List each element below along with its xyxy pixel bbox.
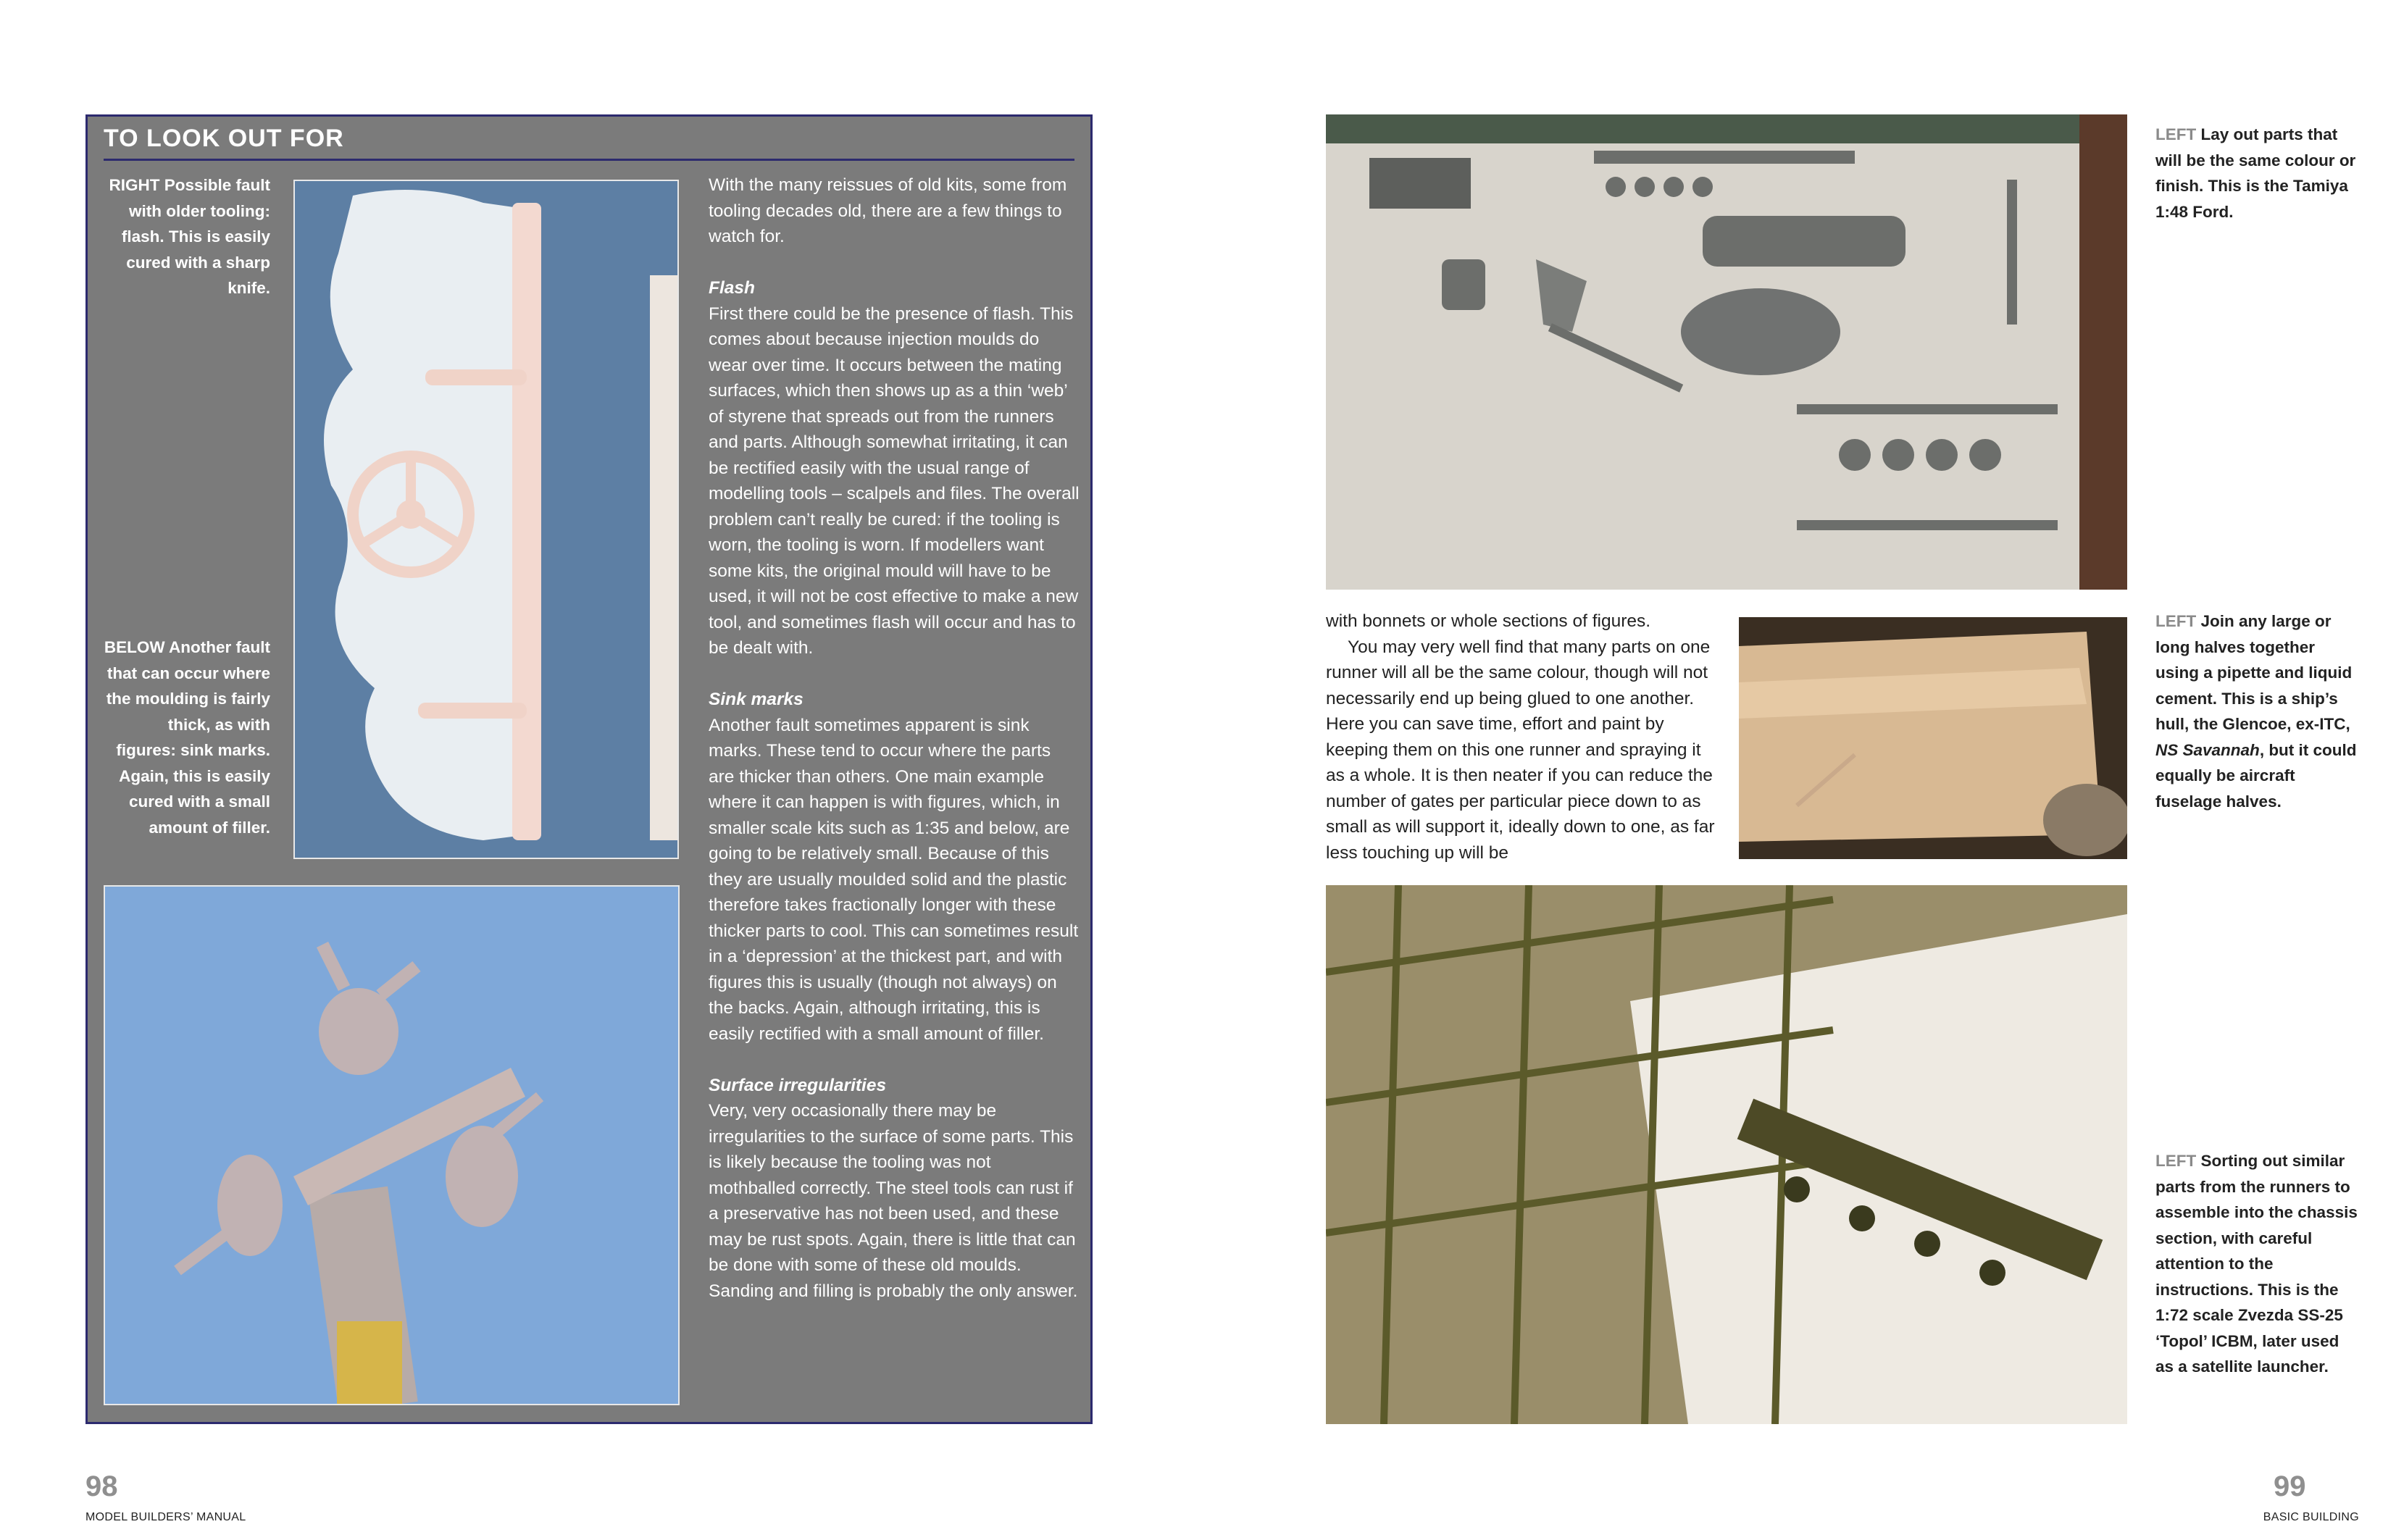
ford-parts-photo: [1326, 114, 2127, 590]
surface-heading: Surface irregularities: [709, 1075, 887, 1095]
flash-text: First there could be the presence of flash. This comes about because injection moulds do wear over time. It occurs between the mating surfaces, which then shows up as a thin ‘web’ of styrene that spreads out from the runners and parts. Although somewhat irritating, it can be rectified easily with the usual range of modelling tools – scalpels and files. The overall problem can’t really be cured: if the tooling is worn, the tooling is worn. If modellers want some kits, the original mould will have to be used, it will not be cost effective to make a new tool, and sometimes flash will occur and has to be dealt with.: [709, 304, 1080, 658]
sink-marks-heading: Sink marks: [709, 690, 803, 709]
right-body-text: [1326, 608, 1717, 866]
topol-chassis-illustration: [1326, 885, 2127, 1424]
right-body-line1: with bonnets or whole sections of figures.: [1326, 611, 1651, 631]
ship-hull-photo: [1739, 617, 2127, 859]
caption-text: Possible fault with older tooling: flash. This is easily cured with a sharp knife.: [121, 176, 270, 297]
page-number-left: 98: [85, 1470, 118, 1502]
topol-chassis-photo: [1326, 885, 2127, 1424]
caption-lead: LEFT: [2155, 1152, 2197, 1170]
box-title-rule: [104, 159, 1074, 161]
surface-text: Very, very occasionally there may be irregularities to the surface of some parts. This is likely because the tooling was not mothballed correctly. The steel tools can rust if a preservative has not been used, and these may be rust spots. Again, there is little that can be done with some of these old moulds. Sanding and filling is probably the only answer.: [709, 1101, 1078, 1301]
caption-below-photo: [104, 635, 270, 840]
box-intro: With the many reissues of old kits, some from tooling decades old, there are a few things to watch for.: [709, 175, 1067, 246]
running-footer-left: MODEL BUILDERS’ MANUAL: [85, 1511, 246, 1523]
page-number-right: 99: [2274, 1470, 2306, 1502]
caption-lead: LEFT: [2155, 125, 2197, 143]
caption-text: Another fault that can occur where the moulding is fairly thick, as with figures: sink marks. Again, this is easily cured with a small amount of filler.: [106, 638, 270, 837]
caption-lead: RIGHT: [109, 176, 160, 194]
flash-photo: [293, 180, 679, 859]
box-body-text: [709, 172, 1080, 1304]
caption-ship-name: NS Savannah: [2155, 740, 2260, 759]
caption-lead: LEFT: [2155, 612, 2197, 630]
running-footer-right: BASIC BUILDING: [2263, 1511, 2359, 1523]
flash-photo-illustration: [295, 181, 677, 858]
caption-right-photo: [104, 172, 270, 301]
caption-ford: [2155, 122, 2358, 225]
box-title: TO LOOK OUT FOR: [104, 125, 344, 152]
flash-heading: Flash: [709, 278, 755, 298]
ship-hull-illustration: [1739, 617, 2127, 859]
caption-text: Sorting out similar parts from the runners to assemble into the chassis section, with careful attention to the instructions. This is the 1:72 scale Zvezda SS-25 ‘Topol’ ICBM, later used as a satellite launcher.: [2155, 1152, 2358, 1376]
sink-marks-photo: [104, 885, 680, 1405]
right-body-para: You may very well find that many parts on one runner will all be the same colour, though will not necessarily end up being glued to one another. Here you can save time, effort and paint by keeping them on this one runner and spraying it as a whole. It is then neater if you can reduce the number of gates per particular piece down to as small as will support it, ideally down to one, as far less touching up will be: [1326, 637, 1715, 863]
sink-marks-text: Another fault sometimes apparent is sink marks. These tend to occur where the parts are thicker than others. One main example where it can happen is with figures, which, in smaller scale kits such as 1:35 and below, are going to be relatively small. Because of this they are usually moulded solid and the plastic therefore takes fractionally longer with these thicker parts to cool. This can sometimes result in a ‘depression’ at the thickest part, and with figures this is usually (though not always) on the backs. Again, although irritating, this is easily rectified with a small amount of filler.: [709, 715, 1079, 1044]
caption-lead: BELOW: [104, 638, 165, 656]
ford-parts-illustration: [1326, 114, 2127, 590]
caption-ship-hull: [2155, 608, 2358, 814]
caption-topol: [2155, 1148, 2358, 1380]
sink-marks-illustration: [105, 887, 678, 1404]
caption-text-end: , but it could equally be aircraft fuselage halves.: [2155, 740, 2357, 811]
caption-text: Join any large or long halves together using a pipette and liquid cement. This is a ship’s hull, the Glencoe, ex-ITC,: [2155, 612, 2353, 733]
caption-text: Lay out parts that will be the same colour or finish. This is the Tamiya 1:48 Ford.: [2155, 125, 2356, 221]
